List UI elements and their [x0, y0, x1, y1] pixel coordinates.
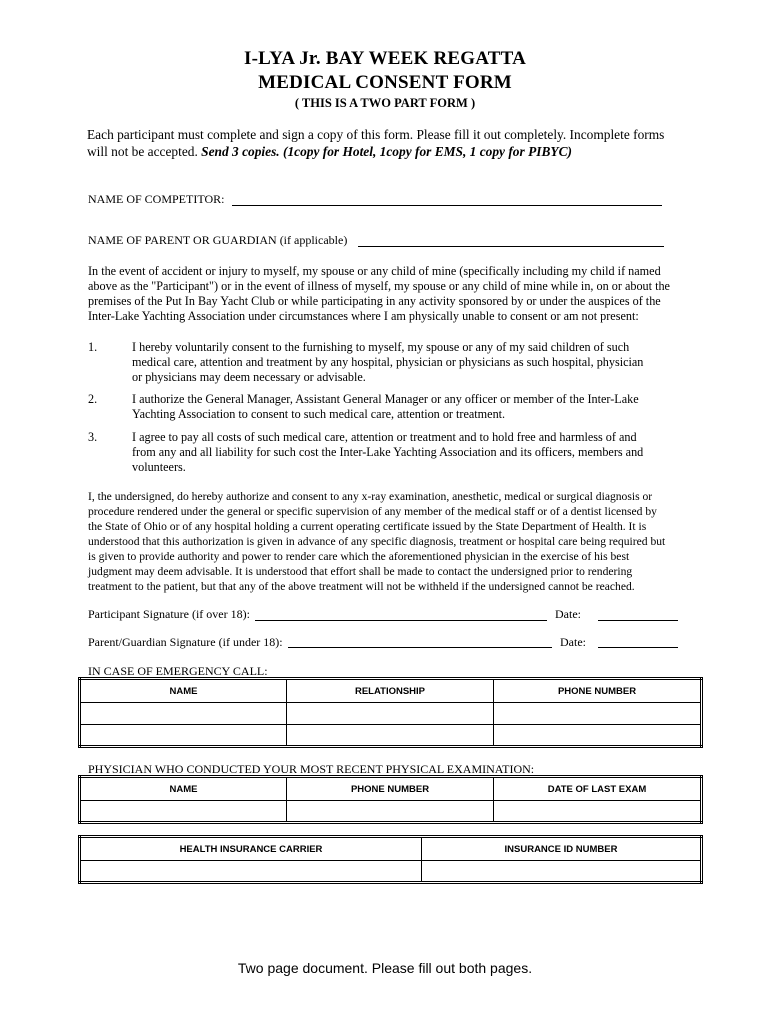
paragraph1-line: premises of the Put In Bay Yacht Club or while participating in any activity sponsored by or under the auspices of the: [88, 294, 661, 308]
consent-paragraph-2: [88, 489, 693, 594]
table-header-row: [80, 837, 702, 861]
physician-exam-date-cell[interactable]: [494, 801, 702, 823]
parent-name-field[interactable]: [358, 246, 664, 247]
table-row: [80, 801, 702, 823]
form-title-line2: MEDICAL CONSENT FORM: [258, 72, 512, 93]
emergency-contact-table: [78, 677, 703, 748]
table-row: [80, 861, 702, 883]
paragraph2-line: judgment may deem advisable. It is understood that effort shall be made to contact the undersigned prior to rendering: [88, 565, 633, 578]
insurance-id-cell[interactable]: [422, 861, 702, 883]
emergency-heading: IN CASE OF EMERGENCY CALL:: [88, 664, 268, 678]
emergency-phone-cell[interactable]: [494, 725, 702, 747]
column-header-name: NAME: [80, 777, 287, 801]
physician-phone-cell[interactable]: [287, 801, 494, 823]
item-line: I agree to pay all costs of such medical care, attention or treatment and to hold free and harmless of and: [132, 430, 637, 444]
competitor-label: NAME OF COMPETITOR:: [88, 192, 225, 206]
emergency-phone-cell[interactable]: [494, 703, 702, 725]
consent-item-3: [132, 430, 667, 475]
item-line: I authorize the General Manager, Assistant General Manager or any officer or member of the Inter-Lake: [132, 392, 639, 406]
table-header-row: [80, 777, 702, 801]
guardian-date-label: Date:: [560, 635, 586, 649]
form-subtitle: ( THIS IS A TWO PART FORM ): [294, 96, 476, 110]
physician-name-cell[interactable]: [80, 801, 287, 823]
paragraph2-line: procedure rendered under the general or specific supervision of any member of the medical staff or of a dentist licensed by: [88, 505, 657, 518]
table-row: [80, 703, 702, 725]
column-header-insurance-id: INSURANCE ID NUMBER: [422, 837, 702, 861]
paragraph2-line: treatment to the patient, but that any of the above treatment will not be withheld if the undersigned cannot be reached.: [88, 580, 635, 593]
paragraph1-line: above as the "Participant") or in the event of illness of myself, my spouse or any child of mine while in, on or about the: [88, 279, 670, 293]
guardian-signature-label: Parent/Guardian Signature (if under 18):: [88, 635, 283, 649]
column-header-phone: PHONE NUMBER: [494, 679, 702, 703]
paragraph2-line: the State of Ohio or of any hospital holding a current operating certificate issued by the State Department of Health. It is: [88, 520, 647, 533]
item-line: medical care, attention and treatment by any hospital, physician or physicians as such hospital, physician: [132, 355, 644, 369]
guardian-signature-field[interactable]: [288, 647, 552, 648]
form-title-line1: I-LYA Jr. BAY WEEK REGATTA: [243, 48, 527, 69]
column-header-phone: PHONE NUMBER: [287, 777, 494, 801]
parent-label: NAME OF PARENT OR GUARDIAN (if applicable): [88, 233, 348, 247]
consent-item-1: [132, 340, 667, 385]
paragraph2-line: I, the undersigned, do hereby authorize and consent to any x-ray examination, anesthetic, medical or surgical diagnosis or: [88, 490, 653, 503]
participant-signature-label: Participant Signature (if over 18):: [88, 607, 250, 621]
item-line: from any and all liability for such cost the Inter-Lake Yachting Association and its officers, members and: [132, 445, 644, 459]
column-header-name: NAME: [80, 679, 287, 703]
paragraph1-line: In the event of accident or injury to myself, my spouse or any child of mine (specifically including my child if named: [88, 264, 661, 278]
participant-date-label: Date:: [555, 607, 581, 621]
item-number: 3.: [88, 430, 98, 444]
consent-paragraph-1: [88, 264, 688, 324]
item-line: Yachting Association to consent to such medical care, attention or treatment.: [132, 407, 506, 421]
participant-date-field[interactable]: [598, 620, 678, 621]
consent-item-2: [132, 392, 667, 422]
item-line: or physicians may deem necessary or advisable.: [132, 370, 366, 384]
insurance-carrier-cell[interactable]: [80, 861, 422, 883]
intro-emphasis: Send 3 copies. (1copy for Hotel, 1copy for EMS, 1 copy for PIBYC): [201, 144, 572, 159]
emergency-relationship-cell[interactable]: [287, 725, 494, 747]
emergency-name-cell[interactable]: [80, 725, 287, 747]
item-number: 2.: [88, 392, 98, 406]
competitor-name-field[interactable]: [232, 205, 662, 206]
guardian-date-field[interactable]: [598, 647, 678, 648]
paragraph1-line: Inter-Lake Yachting Association under circumstances where I am physically unable to consent or am not present:: [88, 309, 639, 323]
footer-note: Two page document. Please fill out both pages.: [237, 960, 533, 976]
column-header-carrier: HEALTH INSURANCE CARRIER: [80, 837, 422, 861]
physician-heading: PHYSICIAN WHO CONDUCTED YOUR MOST RECENT PHYSICAL EXAMINATION:: [88, 762, 535, 776]
intro-line2: [87, 143, 707, 160]
column-header-relationship: RELATIONSHIP: [287, 679, 494, 703]
emergency-name-cell[interactable]: [80, 703, 287, 725]
participant-signature-field[interactable]: [255, 620, 547, 621]
intro-text: [87, 126, 707, 160]
intro-plain: will not be accepted.: [87, 144, 202, 159]
intro-line1: Each participant must complete and sign a copy of this form. Please fill it out completely. Incomplete forms: [87, 127, 665, 142]
insurance-table: [78, 835, 703, 884]
table-header-row: [80, 679, 702, 703]
table-row: [80, 725, 702, 747]
item-line: I hereby voluntarily consent to the furnishing to myself, my spouse or any of my said children of such: [132, 340, 630, 354]
column-header-last-exam: DATE OF LAST EXAM: [494, 777, 702, 801]
paragraph2-line: understood that this authorization is given in advance of any specific diagnosis, treatment or hospital care being required but: [88, 535, 666, 548]
item-number: 1.: [88, 340, 98, 354]
physician-table: [78, 775, 703, 824]
paragraph2-line: is given to provide authority and power to render care which the aforementioned physician in the exercise of his best: [88, 550, 630, 563]
item-line: volunteers.: [132, 460, 186, 474]
emergency-relationship-cell[interactable]: [287, 703, 494, 725]
